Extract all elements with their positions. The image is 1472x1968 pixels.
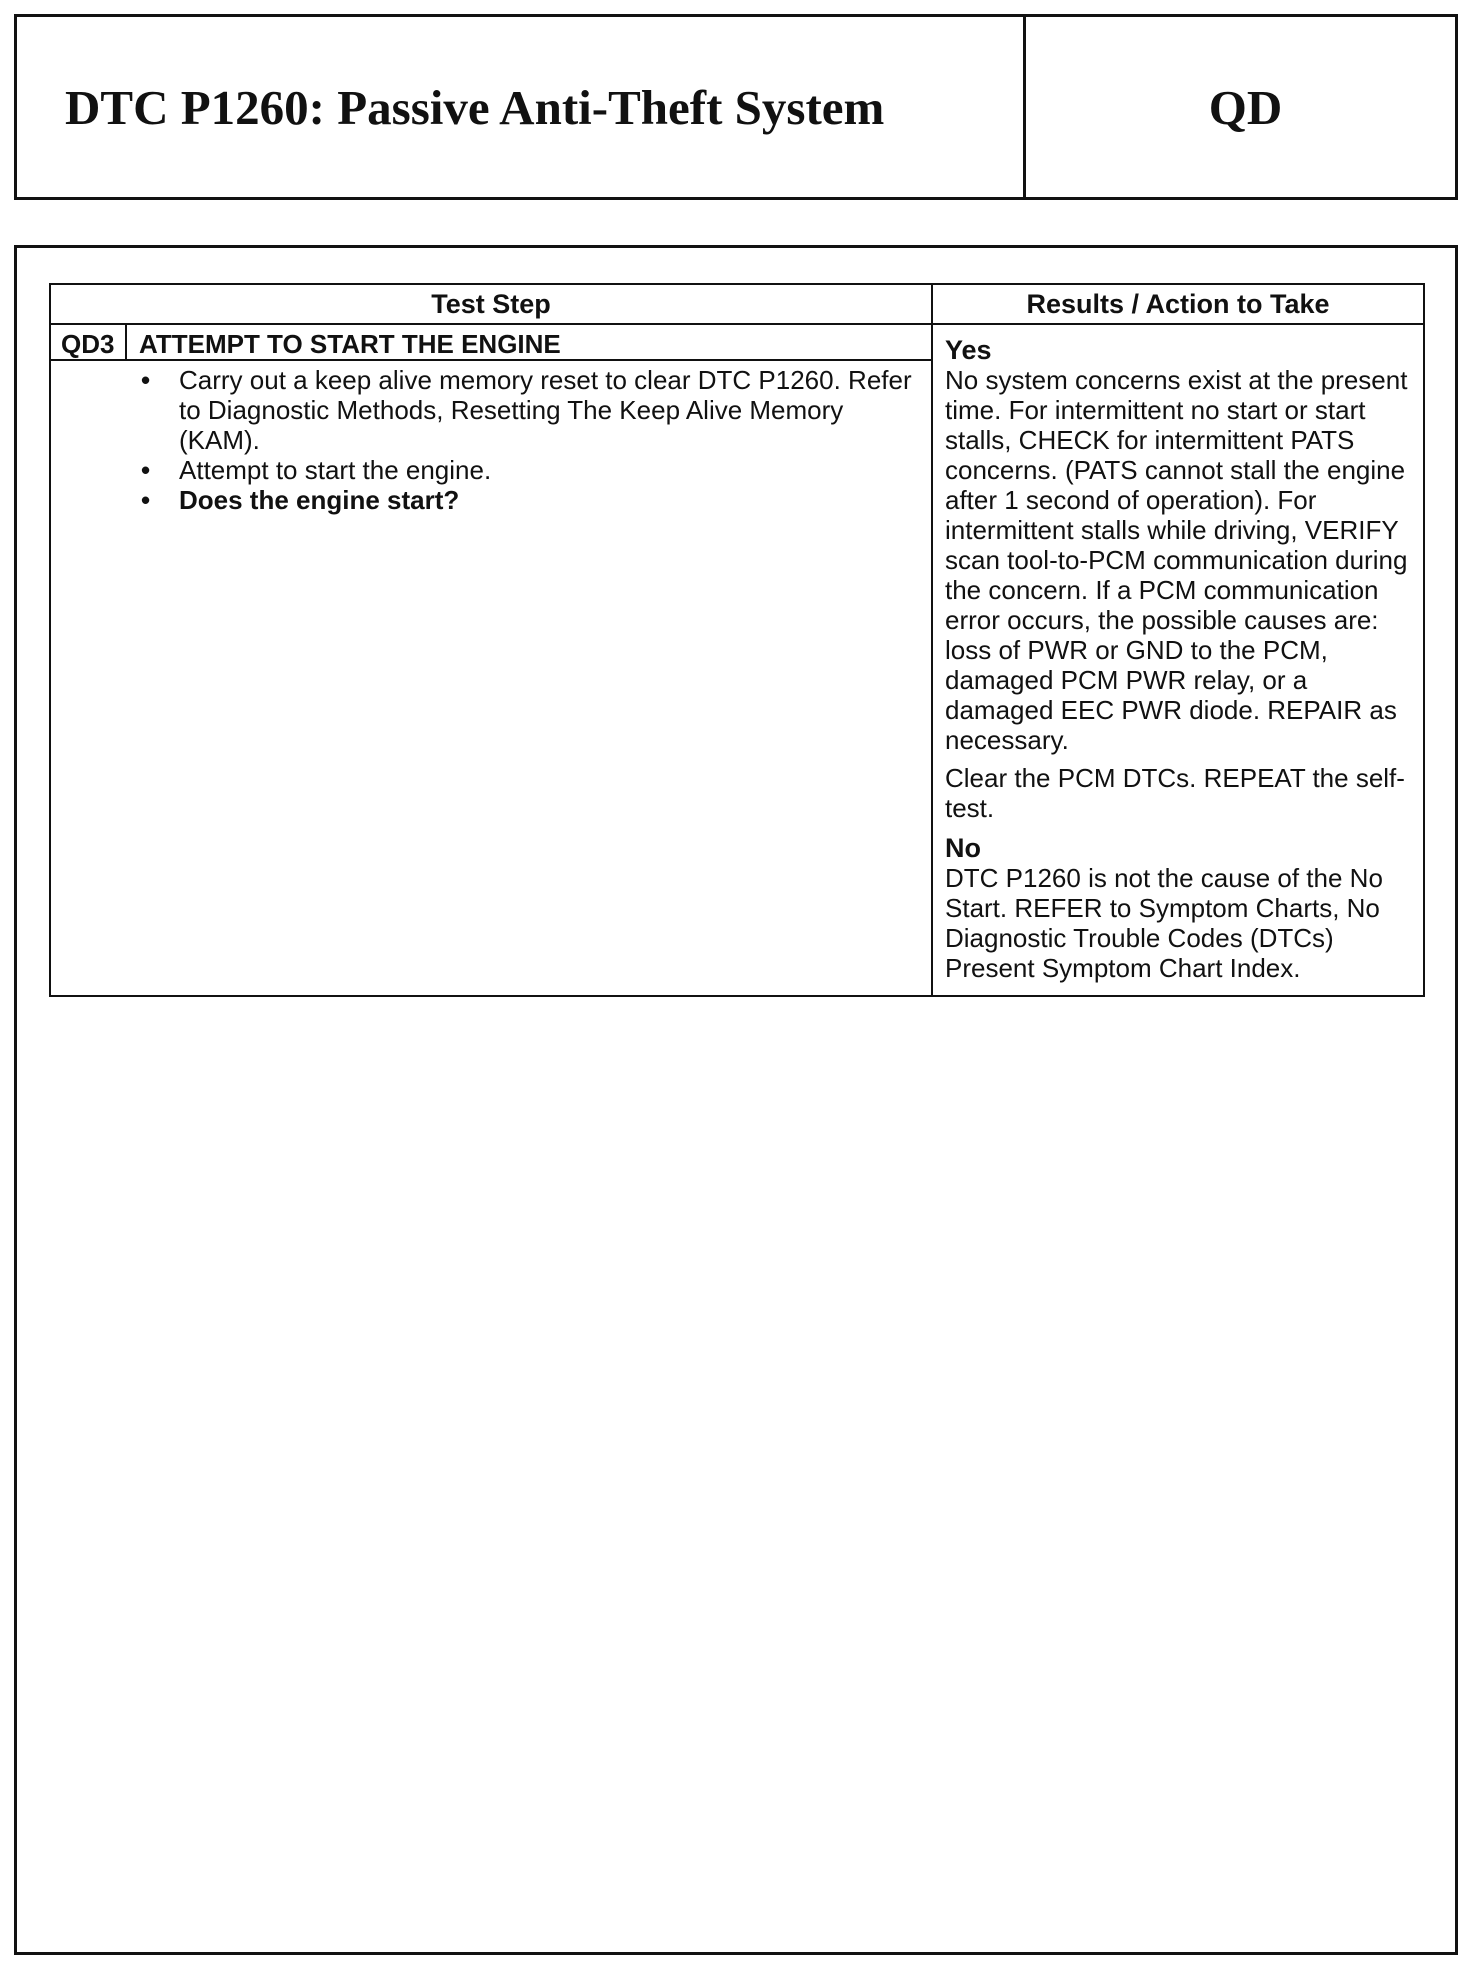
- step-title-row: [50, 324, 1424, 360]
- results-column-header: Results / Action to Take: [932, 284, 1424, 324]
- list-item: [141, 365, 917, 455]
- page-title: DTC P1260: Passive Anti-Theft System: [65, 79, 885, 135]
- test-step-table: [49, 283, 1425, 997]
- bullet-icon: •: [141, 365, 151, 395]
- header-title-cell: [17, 17, 1026, 197]
- step-id: QD3: [50, 324, 126, 360]
- instruction-text: Carry out a keep alive memory reset to clear DTC P1260. Refer to Diagnostic Methods, Resetting The Keep Alive Memory (KAM).: [179, 365, 912, 455]
- instruction-question: Does the engine start?: [179, 485, 460, 515]
- no-heading: No: [945, 833, 981, 863]
- yes-heading: Yes: [945, 335, 992, 365]
- results-cell: [932, 324, 1424, 996]
- yes-action-text: No system concerns exist at the present time. For intermittent no start or start stalls, CHECK for intermittent PATS concerns. (PATS cannot stall the engine after 1 second of operation). For intermittent stalls while driving, VERIFY scan tool-to-PCM communication during the concern. If a PCM communication error occurs, the possible causes are: loss of PWR or GND to the PCM, damaged PCM PWR relay, or a damaged EEC PWR diode. REPAIR as necessary.: [945, 365, 1408, 755]
- instruction-list: [51, 365, 917, 515]
- list-item: [141, 455, 917, 485]
- table-header-row: [50, 284, 1424, 324]
- no-action-text: DTC P1260 is not the cause of the No Start. REFER to Symptom Charts, No Diagnostic Trouble Codes (DTCs) Present Symptom Chart Index.: [945, 863, 1383, 983]
- step-title: ATTEMPT TO START THE ENGINE: [126, 324, 932, 360]
- bullet-icon: •: [141, 485, 151, 515]
- yes-action-text-2: Clear the PCM DTCs. REPEAT the self-test.: [945, 763, 1405, 823]
- content-frame: [14, 245, 1458, 1955]
- header-code-cell: [1026, 17, 1455, 197]
- instructions-cell: [50, 360, 932, 996]
- section-code: QD: [1208, 79, 1283, 135]
- bullet-icon: •: [141, 455, 151, 485]
- instruction-text: Attempt to start the engine.: [179, 455, 492, 485]
- page-header: [14, 14, 1458, 200]
- list-item: [141, 485, 917, 515]
- test-step-column-header: Test Step: [50, 284, 932, 324]
